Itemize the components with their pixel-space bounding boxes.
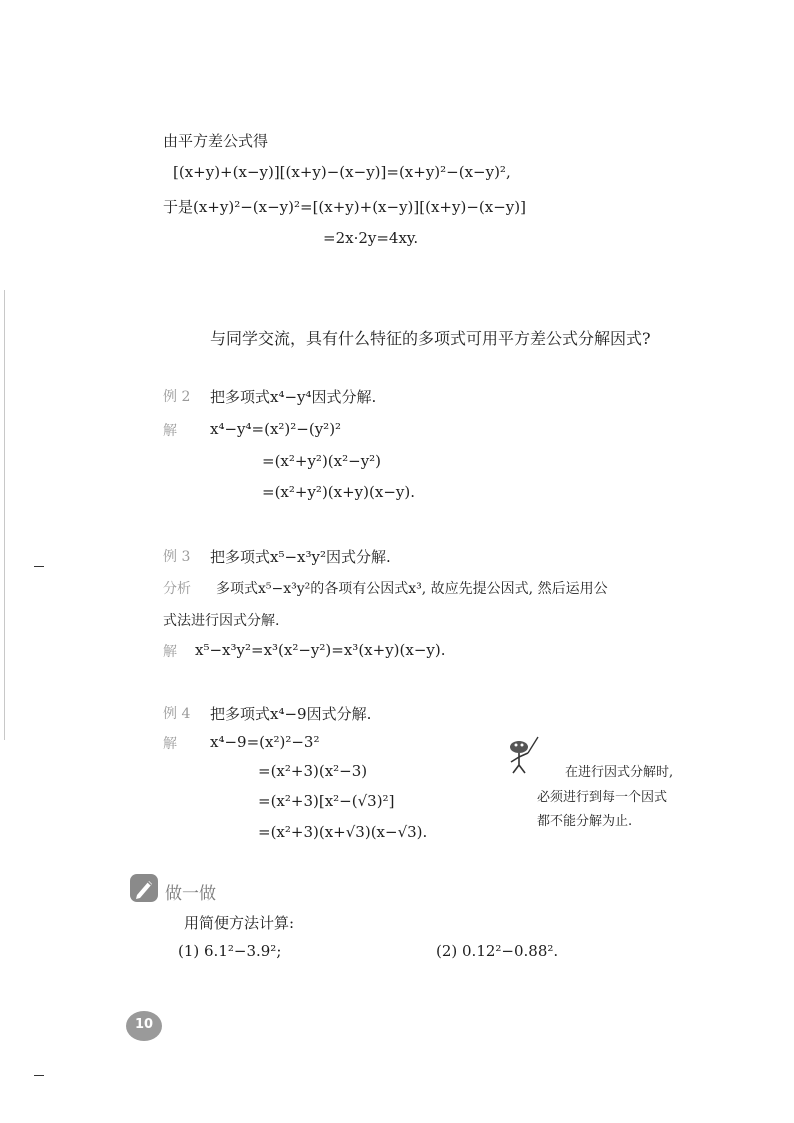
example-4-solution-label: 解 — [163, 736, 177, 752]
intro-heading: 由平方差公式得 — [163, 132, 269, 150]
practice-pencil-icon — [129, 873, 159, 903]
scan-edge — [4, 290, 5, 740]
practice-instruction: 用简便方法计算: — [184, 914, 295, 932]
margin-mark — [34, 566, 44, 567]
discussion-question: 与同学交流，具有什么特征的多项式可用平方差公式分解因式? — [210, 329, 651, 348]
example-4-step-4: =(x²+3)(x+√3)(x−√3). — [258, 823, 428, 841]
practice-item-2: (2) 0.12²−0.88². — [436, 942, 559, 960]
example-4-statement: 把多项式x⁴−9因式分解. — [210, 705, 372, 723]
page-number: 10 — [134, 1017, 154, 1032]
example-4-label: 例 4 — [163, 706, 191, 722]
tip-line-3: 都不能分解为止. — [537, 814, 633, 829]
intro-line-1: [(x+y)+(x−y)][(x+y)−(x−y)]=(x+y)²−(x−y)², — [173, 163, 511, 181]
example-4-step-3: =(x²+3)[x²−(√3)²] — [258, 792, 395, 810]
thinking-figure-icon — [504, 735, 544, 779]
example-3-analysis-line-1: 多项式x⁵−x³y²的各项有公因式x³, 故应先提公因式, 然后运用公 — [216, 581, 608, 597]
tip-line-2: 必须进行到每一个因式 — [537, 790, 668, 805]
example-2-step-2: =(x²+y²)(x²−y²) — [262, 452, 382, 470]
example-3-analysis-label: 分析 — [163, 581, 191, 597]
example-3-solution: x⁵−x³y²=x³(x²−y²)=x³(x+y)(x−y). — [195, 641, 446, 659]
example-3-analysis-line-2: 式法进行因式分解. — [163, 613, 280, 629]
example-2-step-3: =(x²+y²)(x+y)(x−y). — [262, 483, 415, 501]
margin-mark — [34, 1075, 44, 1076]
intro-line-2: 于是(x+y)²−(x−y)²=[(x+y)+(x−y)][(x+y)−(x−y)] — [163, 198, 526, 216]
example-2-step-1: x⁴−y⁴=(x²)²−(y²)² — [210, 420, 342, 438]
example-3-statement: 把多项式x⁵−x³y²因式分解. — [210, 548, 391, 566]
example-2-solution-label: 解 — [163, 423, 177, 439]
example-2-label: 例 2 — [163, 389, 191, 405]
example-2-statement: 把多项式x⁴−y⁴因式分解. — [210, 388, 377, 406]
example-4-step-2: =(x²+3)(x²−3) — [258, 762, 368, 780]
tip-line-1: 在进行因式分解时, — [565, 765, 674, 780]
practice-title: 做一做 — [165, 884, 216, 904]
example-3-label: 例 3 — [163, 549, 191, 565]
practice-item-1: (1) 6.1²−3.9²; — [178, 942, 282, 960]
intro-line-3: =2x·2y=4xy. — [323, 229, 419, 247]
example-3-solution-label: 解 — [163, 644, 177, 660]
example-4-step-1: x⁴−9=(x²)²−3² — [210, 733, 320, 751]
